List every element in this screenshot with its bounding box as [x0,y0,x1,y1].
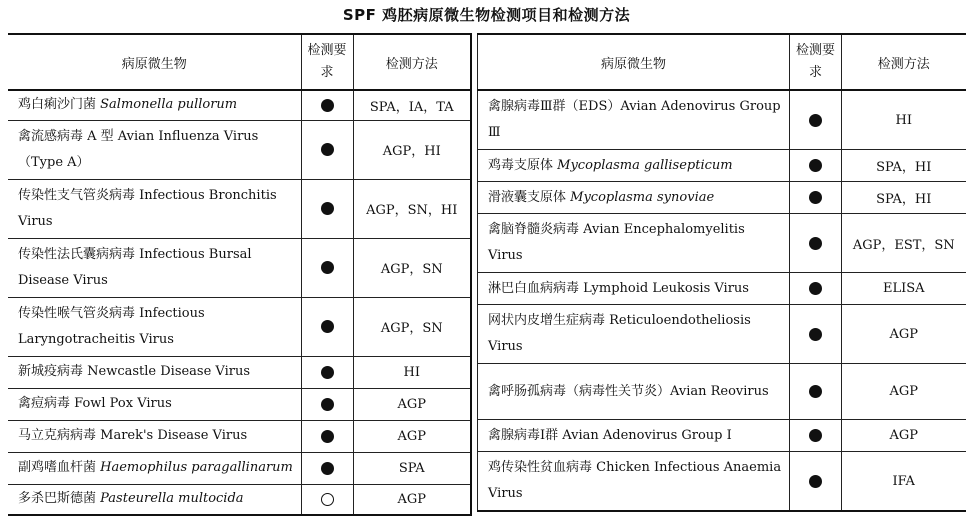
filled-circle-icon [809,159,822,172]
pathogen-cell [478,182,790,214]
left-header-row [8,34,471,90]
requirement-cell [301,388,353,420]
pathogen-cell [478,452,790,512]
table-row [8,420,471,452]
header-requirement: 检测要求 [790,34,842,90]
table-row [478,420,966,452]
method-cell: AGP [842,364,966,420]
requirement-cell [301,297,353,356]
pathogen-name: 淋巴白血病病毒 Lymphoid Leukosis Virus [488,280,749,296]
table-title: SPF 鸡胚病原微生物检测项目和检测方法 [342,6,631,24]
filled-circle-icon [809,114,822,127]
filled-circle-icon [809,429,822,442]
table-row [8,179,471,238]
requirement-cell [790,420,842,452]
pathogen-cell [478,364,790,420]
filled-circle-icon [321,398,334,411]
pathogen-name: 禽脑脊髓炎病毒 Avian Encephalomyelitis Virus [488,222,745,263]
table-row [478,364,966,420]
requirement-cell [790,305,842,364]
filled-circle-icon [321,462,334,475]
table-row [8,484,471,515]
filled-circle-icon [809,328,822,341]
pathogen-cell [8,484,301,515]
pathogen-cell [8,238,301,297]
filled-circle-icon [321,143,334,156]
filled-circle-icon [321,261,334,274]
method-cell: SPA，HI [842,182,966,214]
method-cell: AGP，EST，SN [842,214,966,273]
pathogen-cell [8,420,301,452]
requirement-cell [301,120,353,179]
method-cell: AGP [842,420,966,452]
pathogen-cell [478,90,790,150]
requirement-cell [790,364,842,420]
pathogen-name: 鸡传染性贫血病毒 Chicken Infectious Anaemia Virus [488,460,782,501]
method-cell: AGP，SN [353,297,471,356]
method-cell: AGP，SN，HI [353,179,471,238]
pathogen-name: 马立克病病毒 Marek's Disease Virus [18,428,248,443]
pathogen-name: 传染性法氏囊病病毒 Infectious Bursal Disease Virus [18,246,252,288]
method-cell: HI [353,356,471,388]
pathogen-cell [478,420,790,452]
filled-circle-icon [321,366,334,379]
pathogen-cell [8,452,301,484]
scientific-name: Haemophilus paragallinarum [100,460,293,475]
filled-circle-icon [809,282,822,295]
open-circle-icon [321,493,334,506]
scientific-name: Salmonella pullorum [100,97,238,113]
filled-circle-icon [321,320,334,333]
pathogen-cell [8,120,301,179]
table-row [8,356,471,388]
table-row [478,273,966,305]
filled-circle-icon [809,385,822,398]
pathogen-name: 传染性喉气管炎病毒 Infectious Laryngotracheitis Virus [18,305,205,347]
header-pathogen: 病原微生物 [8,34,301,90]
right-header-row [478,34,966,90]
filled-circle-icon [321,430,334,443]
table-row [8,120,471,179]
pathogen-cell [8,356,301,388]
table-row [8,297,471,356]
requirement-cell [301,484,353,515]
table-row [478,452,966,512]
requirement-cell [301,452,353,484]
method-cell: IFA [842,452,966,512]
header-requirement: 检测要求 [301,34,353,90]
requirement-cell [301,238,353,297]
scientific-name: Mycoplasma synoviae [570,189,715,205]
method-cell: AGP，SN [353,238,471,297]
pathogen-name: 新城疫病毒 Newcastle Disease Virus [18,364,251,379]
filled-circle-icon [809,475,822,488]
pathogen-name: 禽流感病毒 A 型 Avian Influenza Virus（Type A） [18,128,259,170]
pathogen-name: 鸡白痢沙门菌 [18,97,101,113]
method-cell: HI [842,90,966,150]
method-cell: SPA，IA，TA [353,90,471,120]
header-pathogen: 病原微生物 [478,34,790,90]
requirement-cell [301,356,353,388]
pathogen-name: 禽腺病毒Ⅲ群（EDS）Avian Adenovirus Group Ⅲ [488,99,781,140]
filled-circle-icon [809,191,822,204]
table-row [478,214,966,273]
pathogen-name: 滑液囊支原体 [488,189,571,205]
requirement-cell [790,214,842,273]
requirement-cell [790,273,842,305]
pathogen-cell [478,150,790,182]
table-row [8,452,471,484]
filled-circle-icon [321,202,334,215]
filled-circle-icon [321,99,334,112]
table-row [478,305,966,364]
pathogen-cell [8,297,301,356]
pathogen-cell [8,179,301,238]
table-row [478,90,966,150]
scientific-name: Pasteurella multocida [100,491,244,507]
table-row [478,150,966,182]
table-row [8,90,471,120]
method-cell: SPA [353,452,471,484]
pathogen-cell [478,273,790,305]
table-row [478,182,966,214]
pathogen-name: 鸡毒支原体 [488,157,558,173]
header-method: 检测方法 [353,34,471,90]
requirement-cell [301,420,353,452]
pathogen-cell [8,90,301,120]
method-cell: AGP [353,388,471,420]
header-method: 检测方法 [842,34,966,90]
requirement-cell [790,150,842,182]
requirement-cell [790,452,842,512]
requirement-cell [790,90,842,150]
requirement-cell [301,90,353,120]
pathogen-cell [478,214,790,273]
requirement-cell [790,182,842,214]
method-cell: AGP [353,420,471,452]
pathogen-name: 副鸡嗜血杆菌 [18,460,101,475]
right-table [477,33,966,512]
table-row [8,238,471,297]
table-row [8,388,471,420]
filled-circle-icon [809,237,822,250]
method-cell: AGP，HI [353,120,471,179]
method-cell: AGP [842,305,966,364]
method-cell: SPA，HI [842,150,966,182]
requirement-cell [301,179,353,238]
left-table [8,33,472,516]
pathogen-name: 禽腺病毒Ⅰ群 Avian Adenovirus Group Ⅰ [488,427,732,443]
pathogen-cell [478,305,790,364]
pathogen-name: 禽呼肠孤病毒（病毒性关节炎）Avian Reovirus [488,383,769,399]
pathogen-name: 禽痘病毒 Fowl Pox Virus [18,396,172,411]
pathogen-name: 网状内皮增生症病毒 Reticuloendotheliosis Virus [488,313,751,354]
pathogen-cell [8,388,301,420]
pathogen-name: 多杀巴斯德菌 [18,491,101,507]
method-cell: AGP [353,484,471,515]
scientific-name: Mycoplasma gallisepticum [557,157,733,173]
pathogen-name: 传染性支气管炎病毒 Infectious Bronchitis Virus [18,187,277,229]
method-cell: ELISA [842,273,966,305]
